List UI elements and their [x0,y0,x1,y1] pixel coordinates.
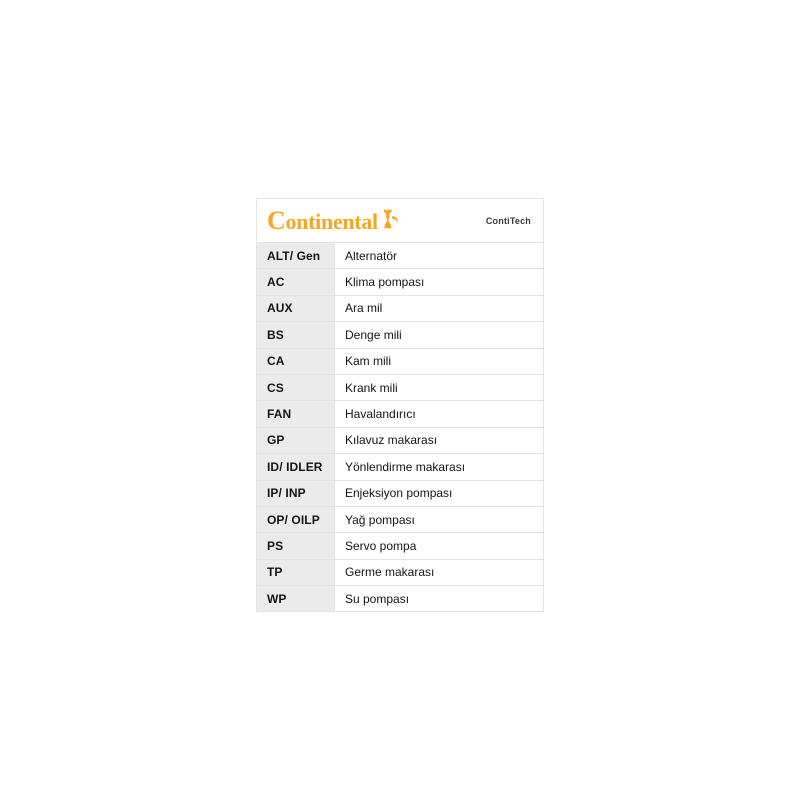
table-row [257,243,543,269]
brand-header [257,199,543,243]
table-row [257,586,543,611]
table-row [257,269,543,295]
description-cell: Su pompası [335,586,543,611]
description-cell: Kam mili [335,349,543,374]
abbreviation-cell: IP/ INP [257,481,335,506]
abbreviation-legend-card [256,198,544,612]
abbreviation-cell: ID/ IDLER [257,454,335,479]
abbreviation-cell: OP/ OILP [257,507,335,532]
description-cell: Denge mili [335,322,543,347]
table-row [257,401,543,427]
continental-logo-initial: C [267,205,286,235]
description-cell: Havalandırıcı [335,401,543,426]
table-row [257,454,543,480]
abbreviation-cell: PS [257,533,335,558]
abbreviation-cell: GP [257,428,335,453]
description-cell: Krank mili [335,375,543,400]
description-cell: Yağ pompası [335,507,543,532]
table-row [257,375,543,401]
table-row [257,533,543,559]
table-row [257,560,543,586]
abbreviation-cell: FAN [257,401,335,426]
continental-logo-text: ontinental [285,208,378,234]
table-row [257,296,543,322]
description-cell: Kılavuz makarası [335,428,543,453]
description-cell: Yönlendirme makarası [335,454,543,479]
table-row [257,349,543,375]
table-row [257,428,543,454]
table-row [257,507,543,533]
description-cell: Servo pompa [335,533,543,558]
contitech-label: ContiTech [485,215,531,226]
abbreviation-cell: BS [257,322,335,347]
description-cell: Klima pompası [335,269,543,294]
abbreviation-cell: AUX [257,296,335,321]
abbreviation-cell: TP [257,560,335,585]
table-row [257,481,543,507]
table-row [257,322,543,348]
abbreviation-cell: AC [257,269,335,294]
abbreviation-cell: WP [257,586,335,611]
continental-logo [267,205,400,235]
prancing-horse-icon [380,207,400,233]
description-cell: Alternatör [335,243,543,268]
abbreviation-cell: ALT/ Gen [257,243,335,268]
description-cell: Germe makarası [335,560,543,585]
description-cell: Ara mil [335,296,543,321]
abbreviation-cell: CS [257,375,335,400]
abbreviation-cell: CA [257,349,335,374]
description-cell: Enjeksiyon pompası [335,481,543,506]
